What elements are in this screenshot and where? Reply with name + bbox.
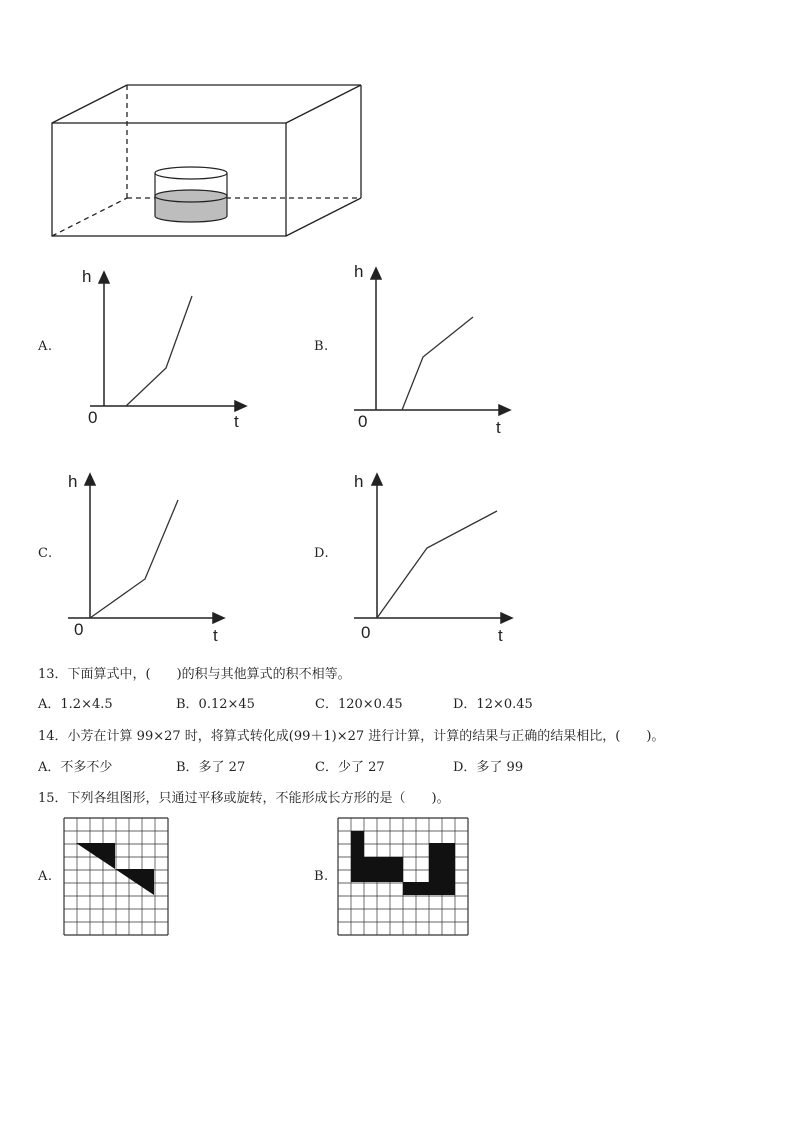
cylinder-icon <box>155 167 227 222</box>
q14-option-b[interactable]: B．多了 27 <box>176 760 246 775</box>
axis-t-c: t <box>213 626 218 645</box>
axis-h-b: h <box>354 262 364 281</box>
q15-option-a-label: A. <box>38 869 53 884</box>
axis-h-d: h <box>354 472 364 491</box>
graph-option-b <box>350 262 550 432</box>
origin-d: 0 <box>361 623 371 642</box>
axis-h-a: h <box>82 267 92 286</box>
origin-c: 0 <box>74 620 84 639</box>
axis-t-b: t <box>496 418 501 437</box>
q15-option-b-label: B. <box>314 869 329 884</box>
q13-stem: 13．下面算式中，( )的积与其他算式的积不相等。 <box>38 667 351 682</box>
grid-figure-a <box>64 818 170 934</box>
q14-option-d[interactable]: D．多了 99 <box>453 760 524 775</box>
tank-figure <box>0 0 794 260</box>
axis-h-c: h <box>68 472 78 491</box>
q14-option-a[interactable]: A．不多不少 <box>38 760 113 775</box>
q13-option-b[interactable]: B．0.12×45 <box>176 697 255 712</box>
q13-option-a[interactable]: A．1.2×4.5 <box>38 697 113 712</box>
graph-option-d <box>352 468 552 638</box>
option-b-label: B. <box>314 339 329 354</box>
q14-option-c[interactable]: C．少了 27 <box>315 760 385 775</box>
q13-option-c[interactable]: C．120×0.45 <box>315 697 403 712</box>
origin-a: 0 <box>88 408 98 427</box>
option-a-label: A. <box>38 339 53 354</box>
origin-b: 0 <box>358 412 368 431</box>
q13-option-d[interactable]: D．12×0.45 <box>453 697 533 712</box>
graph-option-c <box>66 468 266 638</box>
grid-figure-b <box>338 818 470 934</box>
q15-stem: 15．下列各组图形，只通过平移或旋转，不能形成长方形的是（ )。 <box>38 791 450 806</box>
option-d-label: D. <box>314 546 330 561</box>
graph-option-a <box>80 268 280 438</box>
axis-t-a: t <box>234 412 239 431</box>
axis-t-d: t <box>498 626 503 645</box>
q14-stem: 14．小芳在计算 99×27 时，将算式转化成(99＋1)×27 进行计算，计算的结果与正确的结果相比，( )。 <box>38 729 665 744</box>
option-c-label: C. <box>38 546 53 561</box>
